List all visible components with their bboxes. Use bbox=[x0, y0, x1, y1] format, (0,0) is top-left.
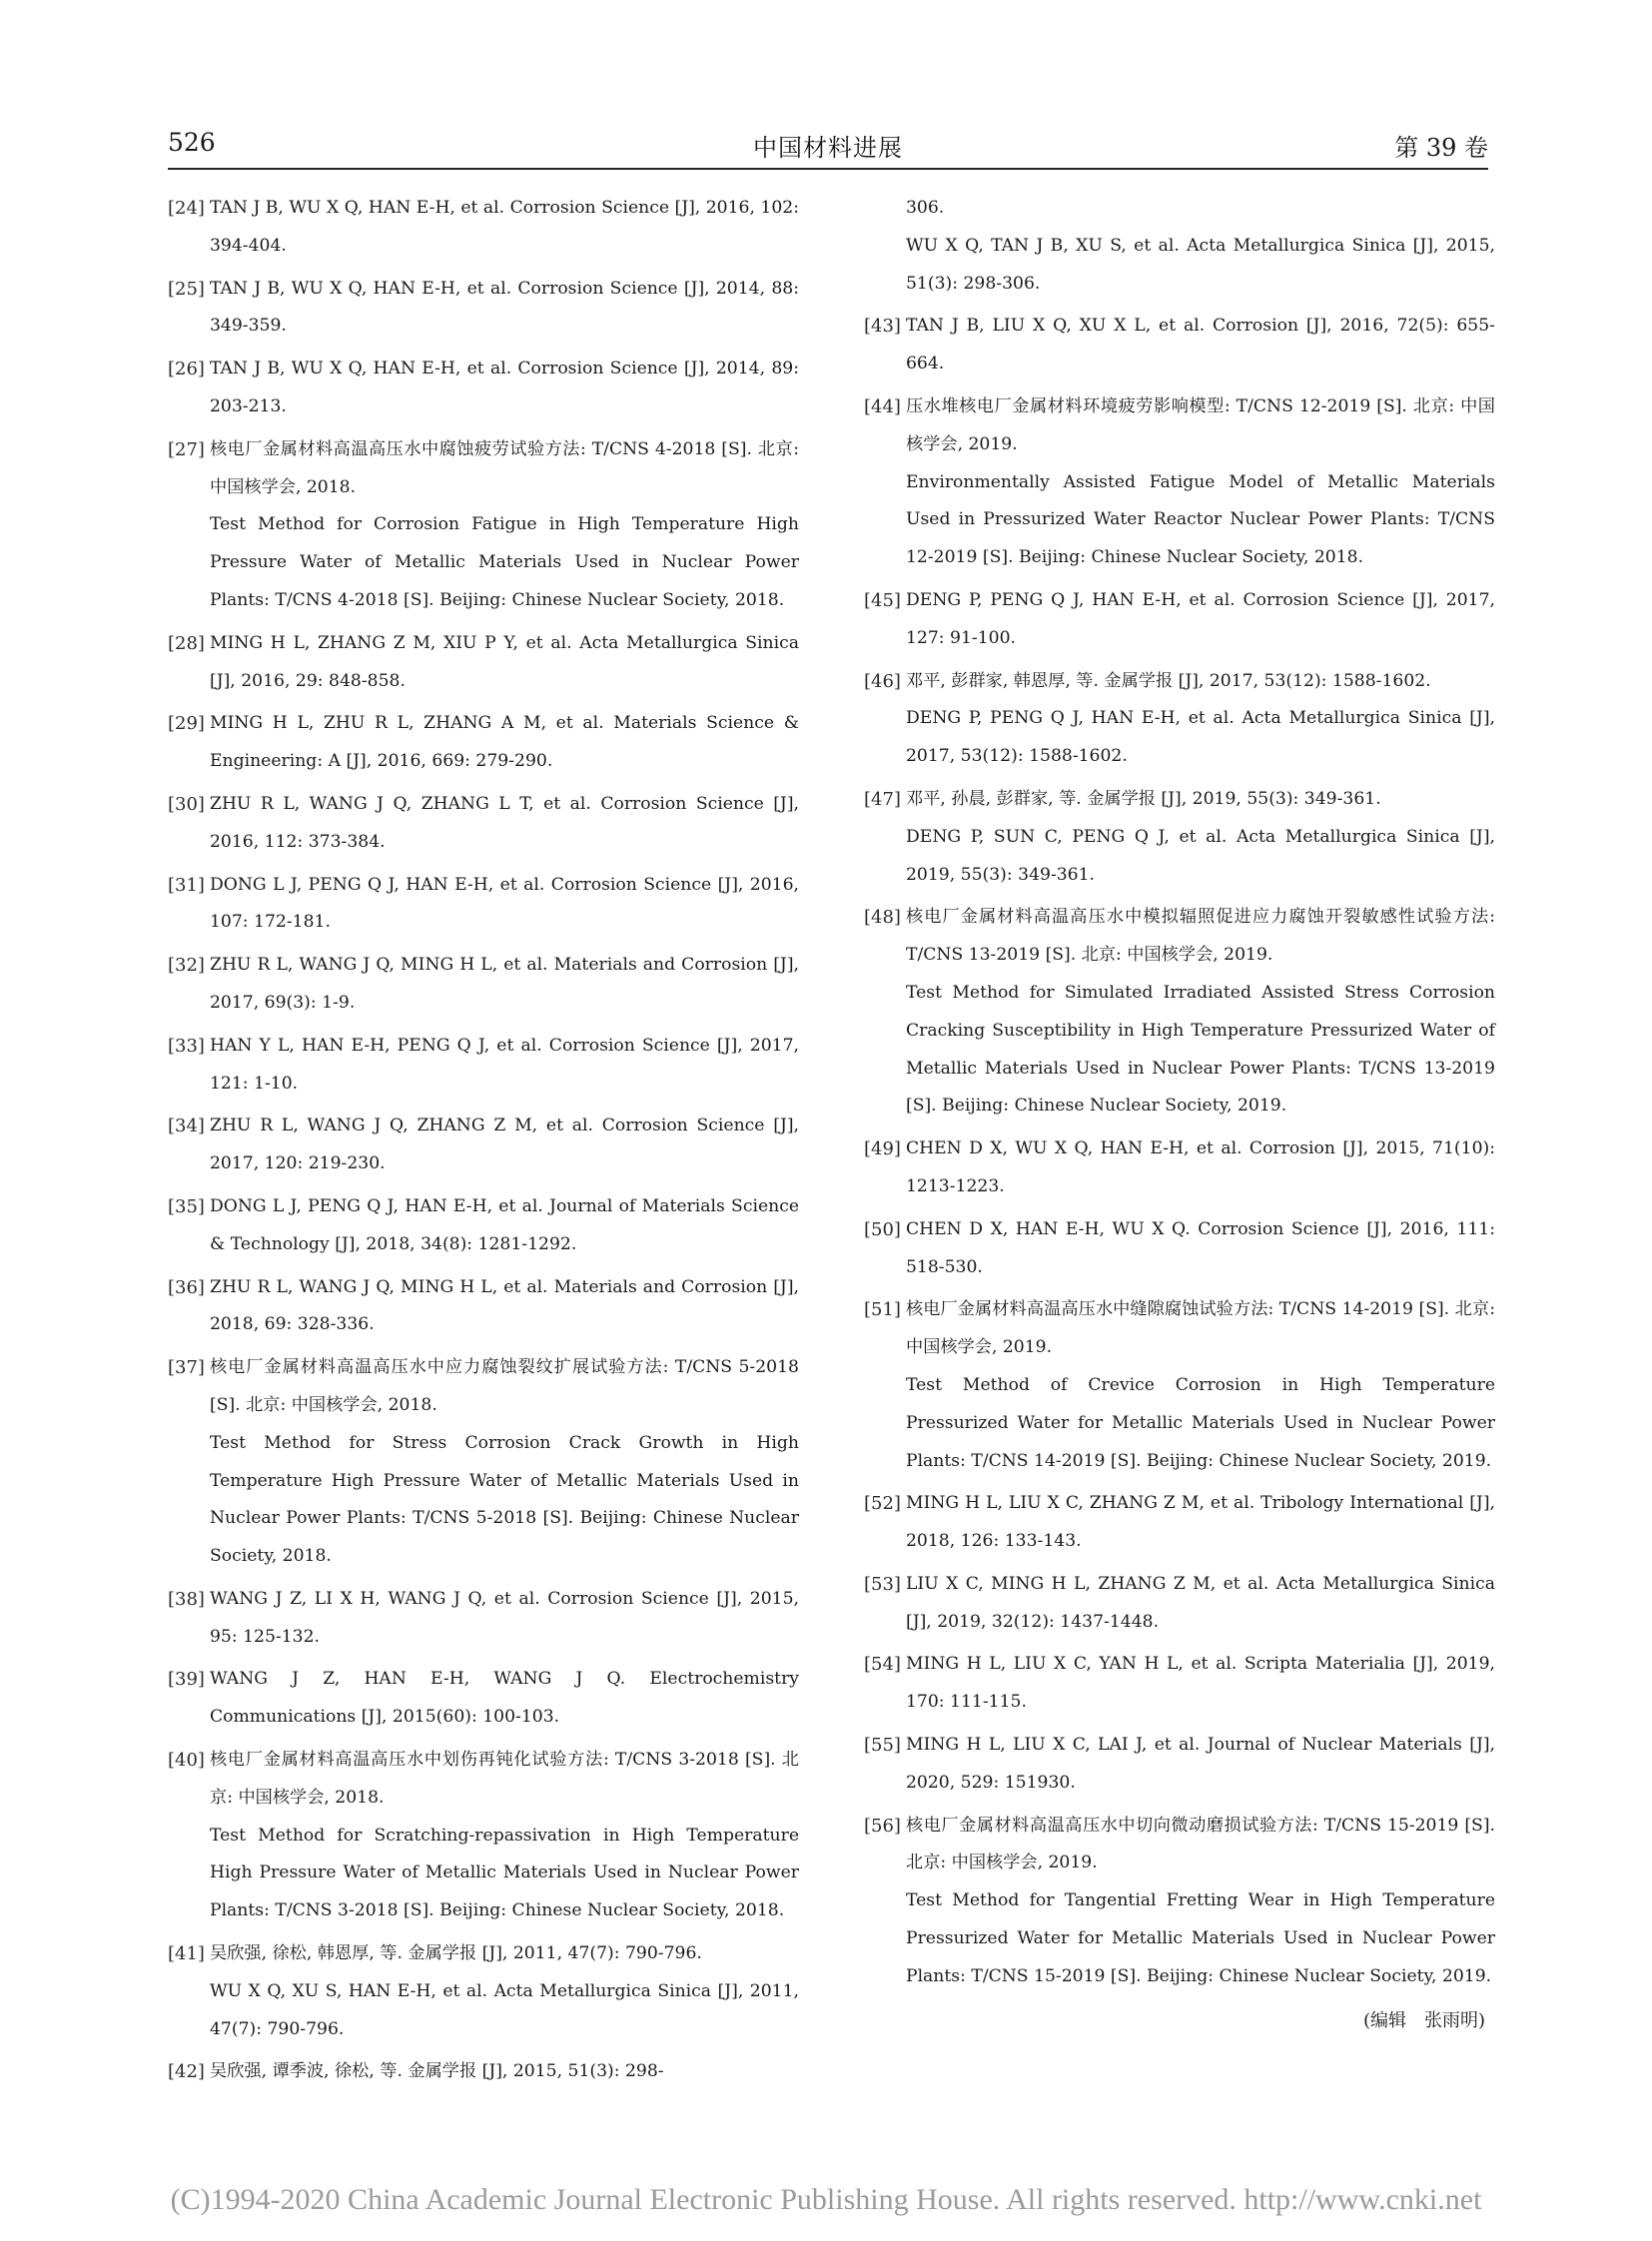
reference-body bbox=[906, 1808, 1495, 1996]
reference-text: DONG L J, PENG Q J, HAN E-H, et al. Corrosion Science [J], 2016, 107: 172-181. bbox=[210, 874, 799, 933]
reference-text: TAN J B, WU X Q, HAN E-H, et al. Corrosion Science [J], 2014, 88: 349-359. bbox=[210, 278, 799, 337]
reference-body bbox=[906, 308, 1495, 383]
reference-text: WANG J Z, LI X H, WANG J Q, et al. Corrosion Science [J], 2015, 95: 125-132. bbox=[210, 1588, 799, 1647]
reference-item bbox=[864, 1727, 1495, 1803]
reference-text: 吴欣强, 徐松, 韩恩厚, 等. 金属学报 [J], 2011, 47(7): 790-796. bbox=[210, 1943, 702, 1964]
reference-item bbox=[864, 1291, 1495, 1480]
reference-number: [49] bbox=[864, 1138, 901, 1160]
page-number: 526 bbox=[168, 128, 216, 157]
reference-number: [30] bbox=[168, 793, 205, 815]
reference-text: 邓平, 彭群家, 韩恩厚, 等. 金属学报 [J], 2017, 53(12): 1588-1602. bbox=[906, 670, 1431, 691]
reference-item bbox=[168, 1269, 799, 1345]
reference-text: ZHU R L, WANG J Q, MING H L, et al. Materials and Corrosion [J], 2018, 69: 328-336. bbox=[210, 1276, 799, 1335]
reference-number: [47] bbox=[864, 788, 901, 810]
reference-body bbox=[906, 663, 1495, 776]
reference-item bbox=[864, 899, 1495, 1125]
reference-body bbox=[906, 1211, 1495, 1287]
reference-number: [43] bbox=[864, 316, 901, 338]
reference-item bbox=[168, 431, 799, 620]
reference-text: LIU X C, MING H L, ZHANG Z M, et al. Acta Metallurgica Sinica [J], 2019, 32(12): 1437-1448. bbox=[906, 1573, 1495, 1632]
reference-text: MING H L, LIU X C, ZHANG Z M, et al. Tribology International [J], 2018, 126: 133-143. bbox=[906, 1493, 1495, 1552]
reference-body bbox=[906, 1291, 1495, 1480]
reference-item bbox=[168, 1108, 799, 1183]
reference-body bbox=[210, 351, 799, 426]
reference-body bbox=[210, 1742, 799, 1930]
reference-text: Test Method for Tangential Fretting Wear in High Temperature Pressurized Water for Metallic Materials Used in Nuclear Power Plants: T/CNS 15-2019 [S]. Beijing: Chinese Nuclear Society, 2019. bbox=[906, 1890, 1495, 1986]
reference-number: [46] bbox=[864, 670, 901, 692]
reference-text: WU X Q, XU S, HAN E-H, et al. Acta Metallurgica Sinica [J], 2011, 47(7): 790-796. bbox=[210, 1980, 799, 2039]
reference-number: [24] bbox=[168, 198, 205, 219]
reference-body bbox=[906, 1727, 1495, 1803]
reference-item bbox=[168, 1935, 799, 2048]
reference-body bbox=[906, 190, 1495, 303]
reference-item bbox=[864, 1646, 1495, 1722]
reference-number: [38] bbox=[168, 1588, 205, 1610]
reference-item bbox=[168, 1742, 799, 1930]
reference-body bbox=[210, 1661, 799, 1737]
reference-number: [52] bbox=[864, 1493, 901, 1515]
reference-text: MING H L, LIU X C, LAI J, et al. Journal of Nuclear Materials [J], 2020, 529: 151930. bbox=[906, 1735, 1495, 1793]
reference-item bbox=[168, 1028, 799, 1104]
reference-item bbox=[864, 781, 1495, 894]
reference-body bbox=[210, 1581, 799, 1657]
reference-number: [39] bbox=[168, 1669, 205, 1691]
reference-body bbox=[906, 781, 1495, 894]
reference-text: Test Method for Corrosion Fatigue in High Temperature High Pressure Water of Metallic Materials Used in Nuclear Power Plants: T/CNS 4-2018 [S]. Beijing: Chinese Nuclear Society, 2018. bbox=[210, 514, 799, 610]
reference-body bbox=[210, 786, 799, 862]
reference-number: [44] bbox=[864, 395, 901, 417]
reference-item bbox=[864, 1808, 1495, 1996]
reference-text: TAN J B, WU X Q, HAN E-H, et al. Corrosion Science [J], 2016, 102: 394-404. bbox=[210, 198, 799, 256]
reference-body bbox=[210, 431, 799, 620]
copyright-footer: (C)1994-2020 China Academic Journal Electronic Publishing House. All rights reserved. http://www.cnki.net bbox=[170, 2183, 1482, 2216]
reference-text: Test Method for Simulated Irradiated Assisted Stress Corrosion Cracking Susceptibility in High Temperature Pressurized Water of Metallic Materials Used in Nuclear Power Plants: T/CNS 13-2019 [S]. Beijing: Chinese Nuclear Society, 2019. bbox=[906, 982, 1495, 1117]
reference-text: 核电厂金属材料高温高压水中缝隙腐蚀试验方法: T/CNS 14-2019 [S]. 北京: 中国核学会, 2019. bbox=[906, 1299, 1495, 1358]
reference-item bbox=[864, 388, 1495, 577]
reference-text: 核电厂金属材料高温高压水中应力腐蚀裂纹扩展试验方法: T/CNS 5-2018 [S]. 北京: 中国核学会, 2018. bbox=[210, 1357, 799, 1415]
reference-body bbox=[906, 1646, 1495, 1722]
reference-number: [50] bbox=[864, 1218, 901, 1240]
reference-item bbox=[168, 947, 799, 1023]
reference-body bbox=[906, 1566, 1495, 1642]
reference-text: 核电厂金属材料高温高压水中切向微动磨损试验方法: T/CNS 15-2019 [S]. 北京: 中国核学会, 2019. bbox=[906, 1815, 1495, 1873]
reference-text: 压水堆核电厂金属材料环境疲劳影响模型: T/CNS 12-2019 [S]. 北京: 中国核学会, 2019. bbox=[906, 395, 1495, 454]
reference-text: 306. bbox=[906, 198, 945, 218]
reference-text: WU X Q, TAN J B, XU S, et al. Acta Metallurgica Sinica [J], 2015, 51(3): 298-306. bbox=[906, 235, 1495, 294]
editor-note: (编辑 张雨明) bbox=[1362, 2009, 1485, 2031]
reference-body bbox=[906, 582, 1495, 658]
reference-item bbox=[168, 625, 799, 701]
reference-number: [37] bbox=[168, 1357, 205, 1379]
reference-text: ZHU R L, WANG J Q, MING H L, et al. Materials and Corrosion [J], 2017, 69(3): 1-9. bbox=[210, 955, 799, 1013]
reference-body bbox=[210, 2053, 799, 2091]
reference-text: 吴欣强, 谭季波, 徐松, 等. 金属学报 [J], 2015, 51(3): 298- bbox=[210, 2061, 664, 2082]
reference-body bbox=[210, 625, 799, 701]
reference-body bbox=[906, 1485, 1495, 1561]
reference-number: [31] bbox=[168, 874, 205, 896]
reference-body bbox=[906, 388, 1495, 577]
reference-body bbox=[210, 947, 799, 1023]
reference-item bbox=[864, 1485, 1495, 1561]
reference-body bbox=[210, 1269, 799, 1345]
reference-number: [36] bbox=[168, 1276, 205, 1298]
reference-number: [56] bbox=[864, 1815, 901, 1837]
reference-number: [45] bbox=[864, 589, 901, 611]
reference-number: [55] bbox=[864, 1735, 901, 1757]
reference-text: 邓平, 孙晨, 彭群家, 等. 金属学报 [J], 2019, 55(3): 349-361. bbox=[906, 788, 1381, 809]
reference-text: ZHU R L, WANG J Q, ZHANG Z M, et al. Corrosion Science [J], 2017, 120: 219-230. bbox=[210, 1116, 799, 1174]
reference-text: HAN Y L, HAN E-H, PENG Q J, et al. Corrosion Science [J], 2017, 121: 1-10. bbox=[210, 1035, 799, 1094]
reference-item bbox=[864, 308, 1495, 383]
reference-body bbox=[210, 1028, 799, 1104]
reference-body bbox=[210, 190, 799, 266]
reference-item bbox=[864, 582, 1495, 658]
reference-text: Test Method for Scratching-repassivation in High Temperature High Pressure Water of Metallic Materials Used in Nuclear Power Plants: T/CNS 3-2018 [S]. Beijing: Chinese Nuclear Society, 2018. bbox=[210, 1825, 799, 1921]
reference-text: CHEN D X, HAN E-H, WU X Q. Corrosion Science [J], 2016, 111: 518-530. bbox=[906, 1218, 1495, 1277]
reference-text: CHEN D X, WU X Q, HAN E-H, et al. Corrosion [J], 2015, 71(10): 1213-1223. bbox=[906, 1138, 1495, 1196]
reference-text: DONG L J, PENG Q J, HAN E-H, et al. Journal of Materials Science & Technology [J], 2018, 34(8): 1281-1292. bbox=[210, 1195, 799, 1254]
reference-number: [41] bbox=[168, 1943, 205, 1965]
reference-item bbox=[168, 1661, 799, 1737]
volume-label: 第 39 卷 bbox=[1394, 134, 1488, 162]
reference-text: MING H L, ZHANG Z M, XIU P Y, et al. Acta Metallurgica Sinica [J], 2016, 29: 848-858. bbox=[210, 632, 799, 691]
references-left-column bbox=[168, 190, 799, 2096]
reference-number: [42] bbox=[168, 2061, 205, 2083]
reference-number: [28] bbox=[168, 632, 205, 654]
reference-item bbox=[168, 1581, 799, 1657]
reference-item bbox=[864, 1130, 1495, 1206]
reference-item bbox=[168, 867, 799, 943]
reference-number: [29] bbox=[168, 713, 205, 735]
reference-number: [40] bbox=[168, 1750, 205, 1772]
reference-item bbox=[168, 190, 799, 266]
reference-text: 核电厂金属材料高温高压水中划伤再钝化试验方法: T/CNS 3-2018 [S]. 北京: 中国核学会, 2018. bbox=[210, 1750, 799, 1808]
reference-number: [54] bbox=[864, 1654, 901, 1676]
reference-number: [32] bbox=[168, 955, 205, 977]
reference-number: [48] bbox=[864, 907, 901, 929]
reference-number: [27] bbox=[168, 438, 205, 460]
reference-body bbox=[210, 271, 799, 347]
reference-number: [51] bbox=[864, 1299, 901, 1321]
reference-item bbox=[168, 705, 799, 781]
journal-title: 中国材料进展 bbox=[753, 134, 903, 162]
reference-text: DENG P, PENG Q J, HAN E-H, et al. Corrosion Science [J], 2017, 127: 91-100. bbox=[906, 589, 1495, 648]
reference-text: 核电厂金属材料高温高压水中模拟辐照促进应力腐蚀开裂敏感性试验方法: T/CNS 13-2019 [S]. 北京: 中国核学会, 2019. bbox=[906, 907, 1495, 966]
references-right-column bbox=[864, 190, 1495, 2041]
reference-number: [35] bbox=[168, 1195, 205, 1217]
reference-body bbox=[906, 1130, 1495, 1206]
reference-item bbox=[864, 663, 1495, 776]
reference-text: TAN J B, WU X Q, HAN E-H, et al. Corrosion Science [J], 2014, 89: 203-213. bbox=[210, 359, 799, 416]
reference-item bbox=[168, 1349, 799, 1576]
reference-item bbox=[168, 351, 799, 426]
reference-text: Test Method for Stress Corrosion Crack Growth in High Temperature High Pressure Water of Metallic Materials Used in Nuclear Power Plants: T/CNS 5-2018 [S]. Beijing: Chinese Nuclear Society, 2018. bbox=[210, 1432, 799, 1567]
reference-item bbox=[864, 190, 1495, 303]
reference-body bbox=[210, 1935, 799, 2048]
reference-item bbox=[168, 2053, 799, 2091]
reference-number bbox=[864, 190, 906, 303]
reference-number: [53] bbox=[864, 1573, 901, 1595]
reference-body bbox=[210, 867, 799, 943]
page-header bbox=[168, 124, 1488, 170]
reference-text: DENG P, PENG Q J, HAN E-H, et al. Acta Metallurgica Sinica [J], 2017, 53(12): 1588-1602. bbox=[906, 708, 1495, 767]
reference-text: MING H L, LIU X C, YAN H L, et al. Scripta Materialia [J], 2019, 170: 111-115. bbox=[906, 1654, 1495, 1713]
reference-item bbox=[864, 1211, 1495, 1287]
reference-number: [25] bbox=[168, 278, 205, 300]
reference-text: Environmentally Assisted Fatigue Model of Metallic Materials Used in Pressurized Water Reactor Nuclear Power Plants: T/CNS 12-2019 [S]. Beijing: Chinese Nuclear Society, 2018. bbox=[906, 471, 1495, 568]
reference-body bbox=[210, 1349, 799, 1576]
reference-item bbox=[168, 271, 799, 347]
reference-body bbox=[210, 1188, 799, 1264]
reference-body bbox=[210, 705, 799, 781]
reference-text: TAN J B, LIU X Q, XU X L, et al. Corrosion [J], 2016, 72(5): 655-664. bbox=[906, 316, 1495, 374]
reference-number: [26] bbox=[168, 359, 205, 380]
reference-number: [33] bbox=[168, 1035, 205, 1057]
reference-item bbox=[168, 1188, 799, 1264]
reference-item bbox=[168, 786, 799, 862]
reference-text: MING H L, ZHU R L, ZHANG A M, et al. Materials Science & Engineering: A [J], 2016, 669: 279-290. bbox=[210, 713, 799, 772]
reference-text: Test Method of Crevice Corrosion in High Temperature Pressurized Water for Metallic Materials Used in Nuclear Power Plants: T/CNS 14-2019 [S]. Beijing: Chinese Nuclear Society, 2019. bbox=[906, 1374, 1495, 1471]
reference-text: ZHU R L, WANG J Q, ZHANG L T, et al. Corrosion Science [J], 2016, 112: 373-384. bbox=[210, 793, 799, 852]
reference-text: 核电厂金属材料高温高压水中腐蚀疲劳试验方法: T/CNS 4-2018 [S]. 北京: 中国核学会, 2018. bbox=[210, 438, 799, 497]
reference-item bbox=[864, 1566, 1495, 1642]
reference-text: WANG J Z, HAN E-H, WANG J Q. Electrochemistry Communications [J], 2015(60): 100-103. bbox=[210, 1669, 799, 1728]
reference-body bbox=[906, 899, 1495, 1125]
reference-number: [34] bbox=[168, 1116, 205, 1137]
reference-body bbox=[210, 1108, 799, 1183]
reference-text: DENG P, SUN C, PENG Q J, et al. Acta Metallurgica Sinica [J], 2019, 55(3): 349-361. bbox=[906, 826, 1495, 885]
